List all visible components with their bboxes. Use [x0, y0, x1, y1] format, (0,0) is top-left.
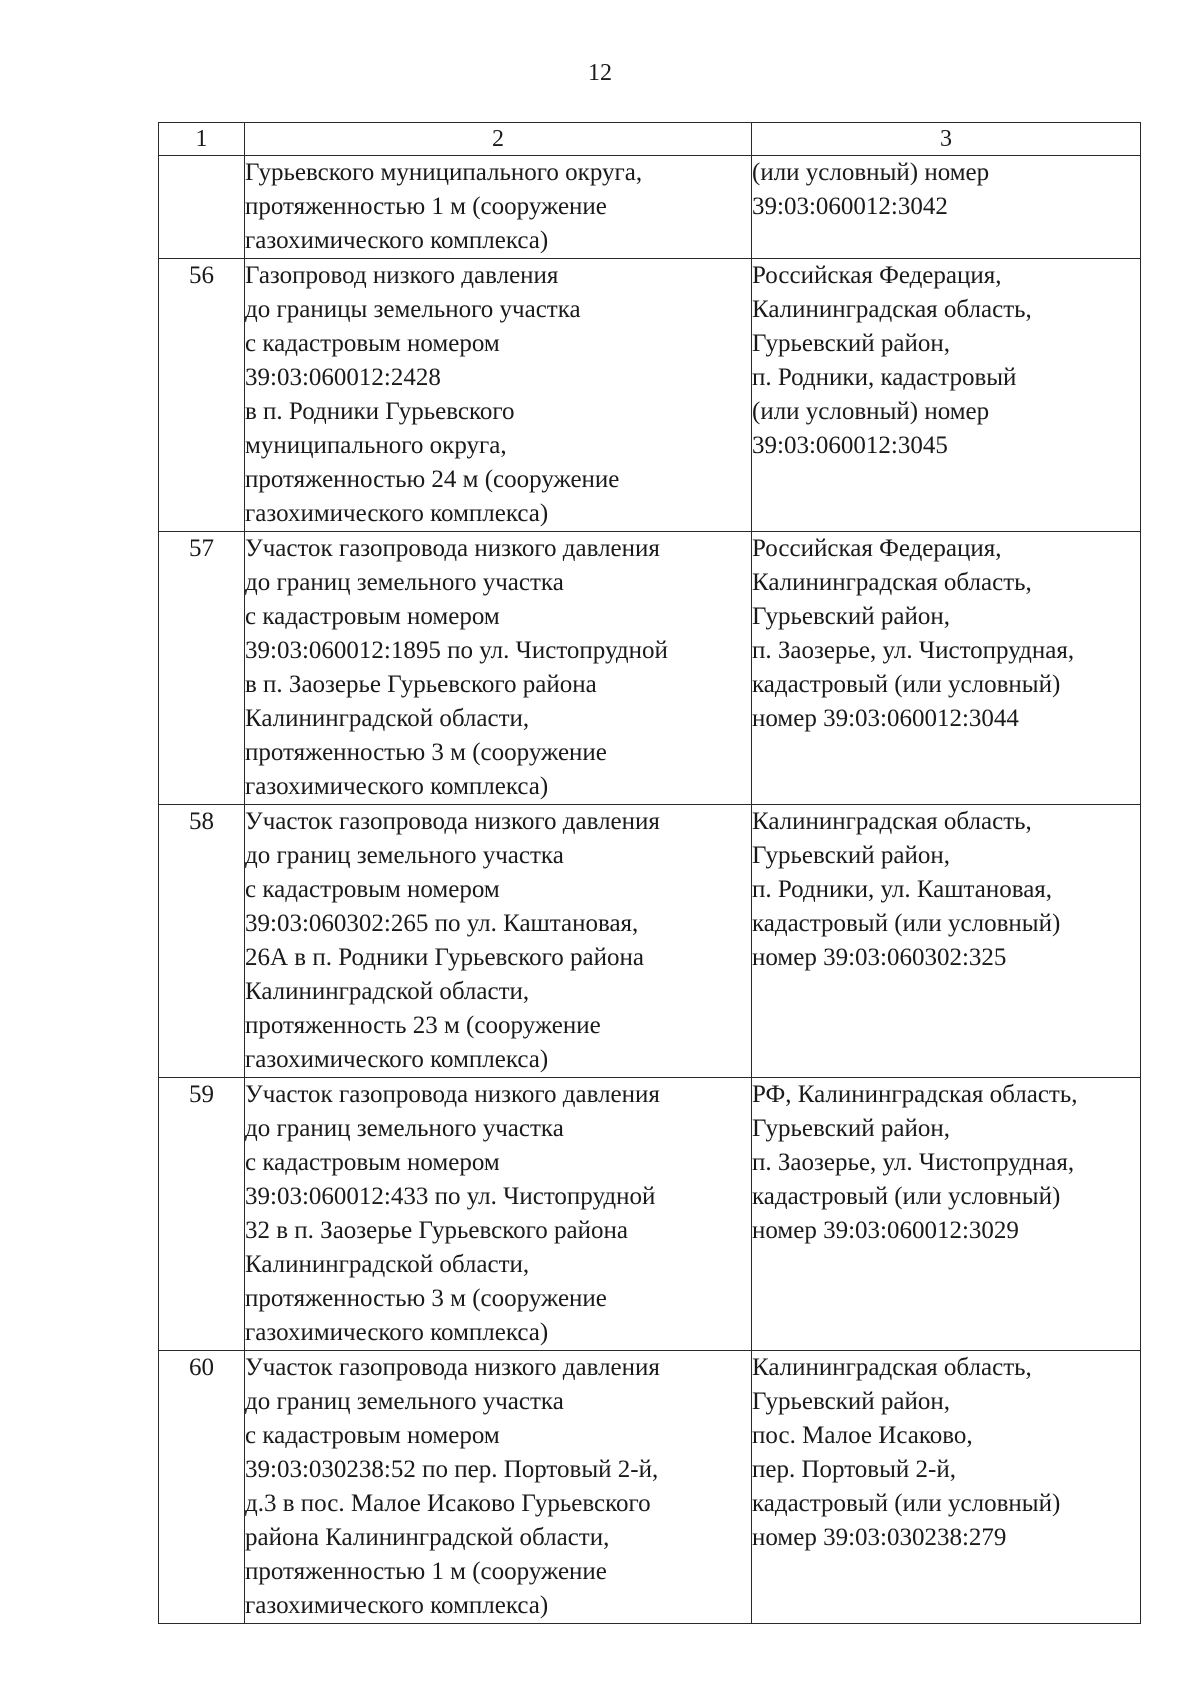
table-row [159, 1351, 1141, 1624]
header-col-1: 1 [159, 123, 245, 156]
table-row [159, 1078, 1141, 1351]
object-description: Участок газопровода низкого давления до границ земельного участка с кадастровым номером 39:03:060302:265 по ул. Каштановая, 26А в п. Родники Гурьевского района Калининградской области, протяженность 23 м (сооружение газохимического комплекса) [245, 805, 752, 1078]
row-number: 56 [159, 259, 245, 532]
row-number: 57 [159, 532, 245, 805]
registry-table [158, 122, 1141, 1624]
page-number: 12 [588, 60, 612, 86]
table-header-row [159, 123, 1141, 156]
object-address: Калининградская область, Гурьевский район, п. Родники, ул. Каштановая, кадастровый (или условный) номер 39:03:060302:325 [752, 805, 1141, 1078]
table-row [159, 259, 1141, 532]
object-address: Российская Федерация, Калининградская область, Гурьевский район, п. Заозерье, ул. Чистопрудная, кадастровый (или условный) номер 39:03:060012:3044 [752, 532, 1141, 805]
header-col-3: 3 [752, 123, 1141, 156]
row-number: 59 [159, 1078, 245, 1351]
row-number: 58 [159, 805, 245, 1078]
object-address: Российская Федерация, Калининградская область, Гурьевский район, п. Родники, кадастровый (или условный) номер 39:03:060012:3045 [752, 259, 1141, 532]
object-address: Калининградская область, Гурьевский район, пос. Малое Исаково, пер. Портовый 2-й, кадастровый (или условный) номер 39:03:030238:279 [752, 1351, 1141, 1624]
object-address: (или условный) номер 39:03:060012:3042 [752, 156, 1141, 259]
table-row [159, 805, 1141, 1078]
object-description: Участок газопровода низкого давления до границ земельного участка с кадастровым номером 39:03:060012:433 по ул. Чистопрудной 32 в п. Заозерье Гурьевского района Калининградской области, протяженностью 3 м (сооружение газохимического комплекса) [245, 1078, 752, 1351]
row-number [159, 156, 245, 259]
object-description: Газопровод низкого давления до границы земельного участка с кадастровым номером 39:03:060012:2428 в п. Родники Гурьевского муниципального округа, протяженностью 24 м (сооружение газохимического комплекса) [245, 259, 752, 532]
object-description: Участок газопровода низкого давления до границ земельного участка с кадастровым номером 39:03:030238:52 по пер. Портовый 2-й, д.3 в пос. Малое Исаково Гурьевского района Калининградской области, протяженностью 1 м (сооружение газохимического комплекса) [245, 1351, 752, 1624]
table-row [159, 532, 1141, 805]
table-row [159, 156, 1141, 259]
row-number: 60 [159, 1351, 245, 1624]
header-col-2: 2 [245, 123, 752, 156]
object-description: Гурьевского муниципального округа, протяженностью 1 м (сооружение газохимического комплекса) [245, 156, 752, 259]
object-address: РФ, Калининградская область, Гурьевский район, п. Заозерье, ул. Чистопрудная, кадастровый (или условный) номер 39:03:060012:3029 [752, 1078, 1141, 1351]
object-description: Участок газопровода низкого давления до границ земельного участка с кадастровым номером 39:03:060012:1895 по ул. Чистопрудной в п. Заозерье Гурьевского района Калининградской области, протяженностью 3 м (сооружение газохимического комплекса) [245, 532, 752, 805]
